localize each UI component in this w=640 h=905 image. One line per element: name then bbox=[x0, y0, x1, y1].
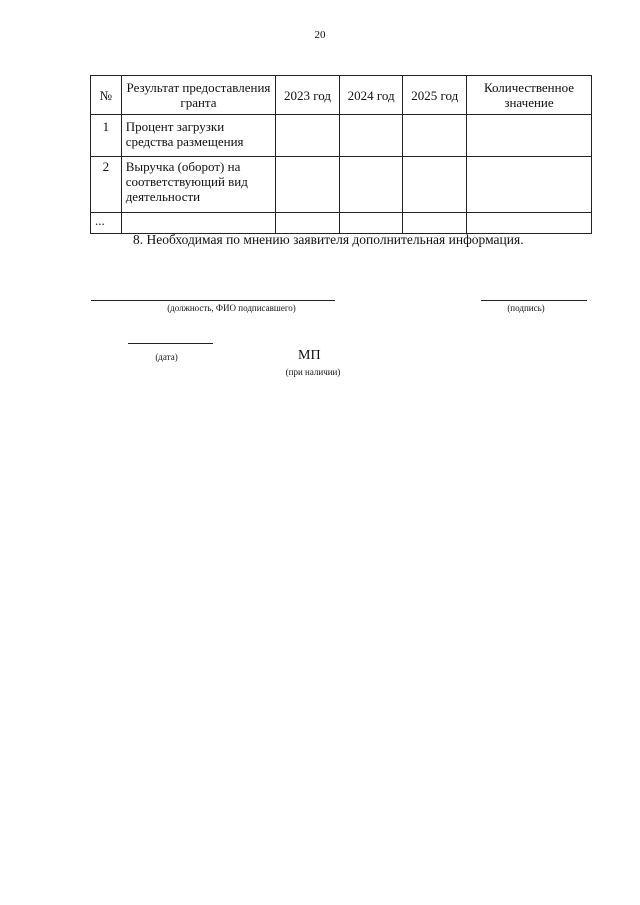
row-cell-2023 bbox=[276, 213, 340, 234]
stamp-caption: (при наличии) bbox=[285, 367, 341, 377]
table-row bbox=[91, 115, 592, 157]
row-num: 1 bbox=[91, 115, 122, 157]
row-cell-2024 bbox=[339, 115, 403, 157]
grant-results-table bbox=[90, 75, 592, 234]
row-cell-quantity bbox=[466, 213, 591, 234]
row-num: ... bbox=[91, 213, 122, 234]
row-cell-2023 bbox=[276, 157, 340, 213]
row-cell-2025 bbox=[403, 213, 467, 234]
signature-line bbox=[481, 300, 587, 301]
row-cell-quantity bbox=[466, 157, 591, 213]
header-num: № bbox=[91, 76, 122, 115]
additional-info-text: 8. Необходимая по мнению заявителя дополнительная информация. bbox=[133, 232, 524, 247]
header-year-2024: 2024 год bbox=[339, 76, 403, 115]
row-cell-quantity bbox=[466, 115, 591, 157]
header-year-2023: 2023 год bbox=[276, 76, 340, 115]
date-caption: (дата) bbox=[155, 352, 178, 362]
row-cell-2023 bbox=[276, 115, 340, 157]
header-quantity: Количественное значение bbox=[466, 76, 591, 115]
signature-caption: (подпись) bbox=[507, 303, 545, 313]
stamp-label: МП bbox=[298, 348, 321, 363]
row-result bbox=[121, 213, 276, 234]
position-signature-line bbox=[91, 300, 335, 301]
position-caption: (должность, ФИО подписавшего) bbox=[167, 303, 296, 313]
header-result: Результат предоставления гранта bbox=[121, 76, 276, 115]
page-number: 20 bbox=[314, 29, 326, 41]
table-row bbox=[91, 157, 592, 213]
row-cell-2025 bbox=[403, 115, 467, 157]
table-row bbox=[91, 213, 592, 234]
row-cell-2024 bbox=[339, 157, 403, 213]
date-line bbox=[128, 343, 213, 344]
row-result: Выручка (оборот) на соответствующий вид деятельности bbox=[121, 157, 276, 213]
row-cell-2025 bbox=[403, 157, 467, 213]
row-cell-2024 bbox=[339, 213, 403, 234]
row-num: 2 bbox=[91, 157, 122, 213]
table-header-row bbox=[91, 76, 592, 115]
header-year-2025: 2025 год bbox=[403, 76, 467, 115]
row-result: Процент загрузки средства размещения bbox=[121, 115, 276, 157]
